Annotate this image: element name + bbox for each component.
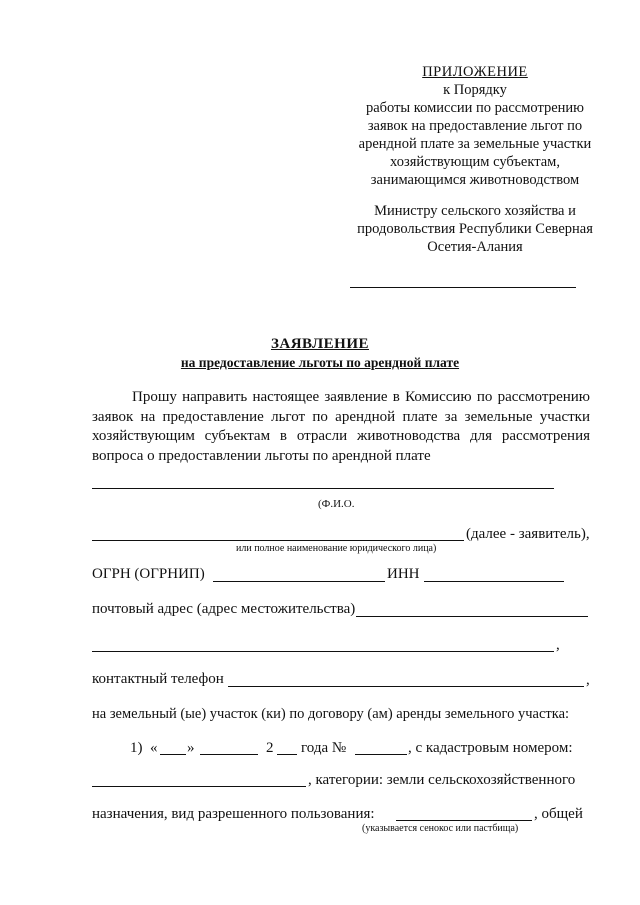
request-paragraph: Прошу направить настоящее заявление в Комиссию по рассмотрению заявок на предоставление льгот по арендной плате за земельные участки хозяйствующим субъектам в отрасли животноводства для рассмотрения вопроса о предоставлении льготы по арендной плате	[92, 389, 590, 464]
ogrn-label: ОГРН (ОГРНИП)	[92, 566, 205, 582]
appendix-line: заявок на предоставление льгот по	[367, 118, 583, 134]
ogrn-field[interactable]	[213, 581, 385, 582]
postal-label: почтовый адрес (адрес местожительства)	[92, 601, 356, 617]
phone-comma: ,	[586, 672, 590, 688]
addressee-block	[330, 202, 620, 256]
purpose-suffix: , общей	[534, 806, 583, 822]
item1-number: 1)	[130, 740, 143, 756]
appendix-header	[330, 63, 620, 189]
inn-field[interactable]	[424, 581, 564, 582]
phone-field[interactable]	[228, 686, 584, 687]
item1-contract-number-field[interactable]	[355, 754, 407, 755]
appendix-line: к Порядку	[443, 82, 507, 98]
fio-line[interactable]	[92, 488, 554, 489]
item1-quote-close: »	[187, 740, 195, 756]
appendix-line: арендной плате за земельные участки	[358, 136, 592, 152]
addressee-line: продовольствия Республики Северная	[357, 221, 593, 237]
purpose-field[interactable]	[396, 820, 532, 821]
postal-field-continued[interactable]	[92, 651, 554, 652]
appendix-title: ПРИЛОЖЕНИЕ	[422, 64, 528, 80]
addressee-line: Осетия-Алания	[427, 239, 523, 255]
appendix-line: занимающимся животноводством	[370, 172, 580, 188]
document-subtitle: на предоставление льготы по арендной плате	[180, 355, 460, 370]
item1-quote-open: «	[150, 740, 158, 756]
purpose-hint: (указывается сенокос или пастбища)	[362, 823, 519, 834]
category-text: , категории: земли сельскохозяйственного	[308, 772, 576, 788]
item1-year-label: года №	[301, 740, 347, 756]
applicant-line[interactable]	[92, 540, 464, 541]
item1-cadastral-label: , с кадастровым номером:	[408, 740, 573, 756]
postal-field[interactable]	[356, 616, 588, 617]
applicant-hint: или полное наименование юридического лица)	[236, 543, 437, 554]
item1-year-field[interactable]	[277, 754, 297, 755]
applicant-suffix: (далее - заявитель),	[466, 526, 590, 542]
inn-label: ИНН	[387, 566, 420, 582]
document-title: ЗАЯВЛЕНИЕ	[270, 336, 370, 352]
item1-two: 2	[266, 740, 274, 756]
fio-hint: (Ф.И.О.	[318, 498, 355, 510]
postal-comma: ,	[556, 637, 560, 653]
phone-label: контактный телефон	[92, 671, 224, 687]
item1-month-field[interactable]	[200, 754, 258, 755]
addressee-name-line[interactable]	[350, 287, 576, 288]
appendix-line: хозяйствующим субъектам,	[390, 154, 560, 170]
item1-day-field[interactable]	[160, 754, 186, 755]
purpose-label: назначения, вид разрешенного пользования:	[92, 806, 375, 822]
appendix-line: работы комиссии по рассмотрению	[365, 100, 585, 116]
cadastral-number-field[interactable]	[92, 786, 306, 787]
addressee-line: Министру сельского хозяйства и	[374, 203, 576, 219]
land-parcel-text: на земельный (ые) участок (ки) по договору (ам) аренды земельного участка:	[92, 706, 570, 722]
